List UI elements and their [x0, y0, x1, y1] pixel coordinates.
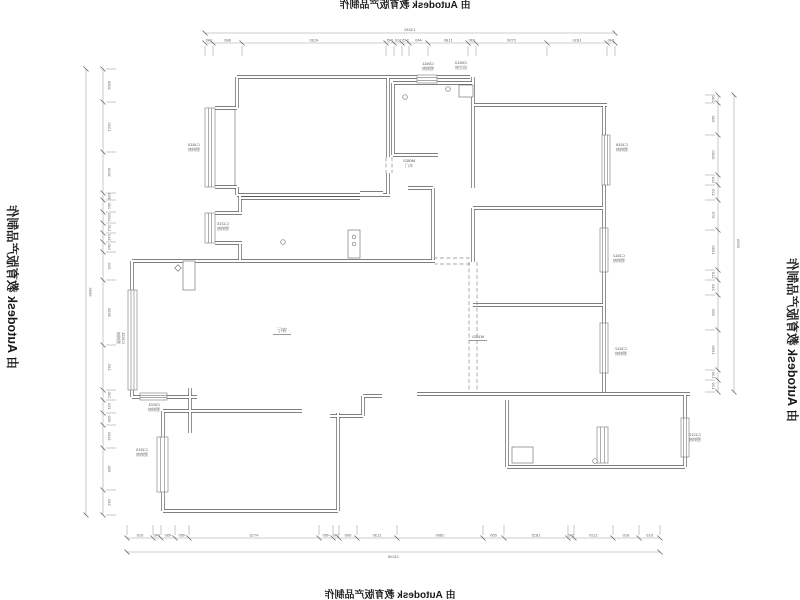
dimension-label: 810	[622, 532, 630, 538]
dimension-label: 450	[178, 532, 186, 538]
shower-box	[512, 447, 533, 463]
plan-annotation-text: 塑钢窗	[616, 147, 628, 152]
dimension-label: 110	[394, 37, 402, 43]
dimension-label: 120	[107, 224, 112, 232]
dimension-label: 880	[224, 37, 231, 43]
dimension-label: 240	[711, 284, 716, 291]
dimension-label: 450	[322, 532, 330, 538]
dimension-label: 3530	[107, 308, 112, 317]
dimension-label: 350	[107, 193, 112, 200]
watermarks	[5, 0, 800, 600]
dimension-label: 1630	[711, 345, 716, 355]
dimension-label: 110	[711, 176, 716, 184]
dimension-label: 2790	[507, 37, 516, 43]
plan-annotation-text: C1815	[188, 142, 200, 147]
dimension-label: 240	[205, 37, 213, 43]
plan-annotation-text: 塑钢窗	[615, 351, 627, 356]
lamp-icon	[281, 240, 286, 245]
dimension-label: 240	[332, 532, 340, 538]
window-bath-top	[417, 75, 437, 83]
dimension-label: 240	[607, 37, 615, 43]
plan-annotation-text: C1515	[136, 447, 148, 452]
plan-annotation	[187, 142, 200, 152]
dimension-label: 1180	[443, 37, 453, 43]
lamp-icon	[403, 95, 408, 100]
dimension-label: 570	[711, 211, 716, 219]
dimension-label: 4130	[309, 37, 319, 43]
dimension-overall-label: 13245	[387, 554, 400, 559]
dimension-label: 600	[107, 465, 112, 473]
window-bedroom3	[600, 228, 608, 272]
plan-annotation-text: C1512	[613, 253, 625, 258]
dimension-label: 2890	[435, 532, 445, 538]
dimension-label: 1310	[107, 122, 112, 132]
plan-annotation-text: 客厅	[276, 328, 288, 334]
fixtures	[175, 85, 598, 463]
window-living-south	[140, 393, 167, 400]
plan-annotation-text: M0821	[402, 158, 416, 163]
plan-annotation-text: C1215	[217, 221, 229, 226]
dimension-label: 240	[153, 532, 161, 538]
dimension-label: 610	[646, 532, 653, 538]
watermark-top: 由 Autodesk 教育版产品制作	[339, 0, 471, 11]
dimension-label: 1810	[572, 37, 582, 43]
dimension-label: 940	[711, 115, 716, 123]
plan-annotation	[135, 447, 148, 457]
plan-annotation-text: 木门	[405, 163, 413, 168]
plan-annotation-text: C0611	[422, 61, 434, 66]
sink-icon	[352, 242, 356, 246]
plan-annotation-text: C1521	[121, 332, 126, 344]
plan-annotation-text: C1512	[615, 346, 627, 351]
diamond-lamp-icon	[175, 265, 182, 272]
window-bedroom4	[157, 437, 168, 492]
dimension-label: 910	[107, 262, 112, 270]
plan-annotation-text: 塑钢窗	[689, 437, 701, 442]
window-study	[600, 323, 608, 373]
dimension-label: 1815	[531, 532, 541, 538]
dimension-label: 310	[107, 234, 112, 241]
dimension-label: 230	[468, 37, 476, 43]
window-bedroom2	[602, 135, 610, 185]
flue-box	[459, 85, 473, 97]
dimension-label: 450	[164, 532, 172, 538]
dimension-label: 1940	[107, 168, 112, 177]
plan-annotation-text: 塑钢窗	[136, 452, 148, 457]
plan-annotation-text: 固定窗	[455, 65, 467, 70]
plan-annotation	[116, 331, 126, 344]
plan-annotation-text: C0921	[148, 402, 160, 407]
plan-annotation-text: 塑钢窗	[116, 332, 121, 344]
window-living	[128, 290, 137, 390]
dimension-label: 245	[402, 37, 409, 43]
window-partition	[597, 427, 608, 463]
plan-annotation-text: C0613	[455, 60, 467, 65]
watermark-right: 由 Autodesk 教育版产品制作	[5, 205, 19, 369]
dimension-label: 4715	[249, 532, 259, 538]
plan-annotation-text: 塑钢窗	[148, 407, 160, 412]
plan-annotation	[216, 221, 229, 231]
annotation-layer	[116, 60, 701, 457]
dimension-label: 440	[415, 37, 422, 43]
dimension-label: 140	[107, 364, 112, 371]
dimension-label: 240	[107, 391, 112, 399]
dimension-label: 120	[711, 189, 716, 196]
window-bath2	[681, 418, 689, 457]
plan-annotation	[421, 61, 434, 71]
dimension-label: 1130	[372, 532, 382, 538]
dimension-label: 130	[711, 371, 716, 379]
dimension-label: 240	[711, 95, 716, 103]
plan-annotation	[469, 334, 487, 341]
dimension-label: 950	[107, 415, 112, 423]
dimension-label: 1150	[107, 213, 112, 222]
dimension-overall-label: 13245	[404, 27, 416, 32]
plan-annotation-text: C1212	[689, 432, 701, 437]
dimension-label: 120	[711, 382, 716, 390]
plan-annotation	[612, 253, 625, 263]
plan-annotation	[273, 327, 291, 335]
dimension-label: 650	[490, 532, 497, 538]
dimension-label: 240	[107, 499, 112, 506]
sink-icon	[352, 235, 356, 239]
plan-annotation	[454, 60, 467, 70]
dimension-label: 240	[567, 532, 575, 538]
hall-opening-dash	[435, 258, 470, 264]
dimension-label: 810	[136, 532, 144, 538]
dimension-overall-label: 9965	[88, 287, 93, 297]
plan-annotation	[147, 402, 160, 412]
dimension-label: 1630	[711, 245, 716, 255]
watermark-bottom: 由 Autodesk 教育版产品制作	[324, 590, 456, 600]
plan-annotation-text: 塑钢窗	[422, 66, 434, 71]
watermark-left: 由 Autodesk 教育版产品制作	[785, 258, 799, 422]
dimension-label: 1140	[107, 432, 112, 441]
dimension-layer	[84, 27, 742, 559]
plan-annotation	[402, 158, 415, 168]
window-bay-bedroom1	[205, 108, 235, 187]
plan-annotation-text: M1021	[471, 334, 485, 339]
dimension-overall-label: 9590	[736, 239, 741, 248]
dimension-label: 150	[107, 403, 112, 410]
door-bedroom1-dash	[386, 157, 392, 173]
dimension-label: 1120	[589, 532, 598, 538]
dimension-label: 110	[711, 271, 716, 279]
dimension-label: 245	[386, 37, 394, 43]
lamp-icon	[446, 87, 451, 92]
plan-annotation	[615, 142, 628, 152]
dimension-label: 240	[107, 243, 112, 251]
dimension-label: 600	[344, 532, 352, 538]
column-pier	[183, 261, 195, 290]
dimension-label: 3160	[711, 150, 716, 160]
dimension-label: 240	[107, 202, 112, 210]
plan-annotation-text: C1518	[616, 142, 628, 147]
corridor-dash	[469, 262, 477, 392]
plan-annotation	[614, 346, 627, 356]
plan-annotation-text: 塑钢窗	[217, 226, 229, 231]
plan-annotation-text: 塑钢窗	[613, 258, 625, 263]
window-bay-kitchen	[205, 213, 215, 243]
plan-annotation-text: 塑钢窗	[188, 147, 200, 152]
dimension-label: 1060	[107, 81, 112, 90]
plan-annotation	[688, 432, 701, 442]
lamp-icon	[593, 459, 598, 464]
dimension-label: 590	[711, 309, 716, 316]
